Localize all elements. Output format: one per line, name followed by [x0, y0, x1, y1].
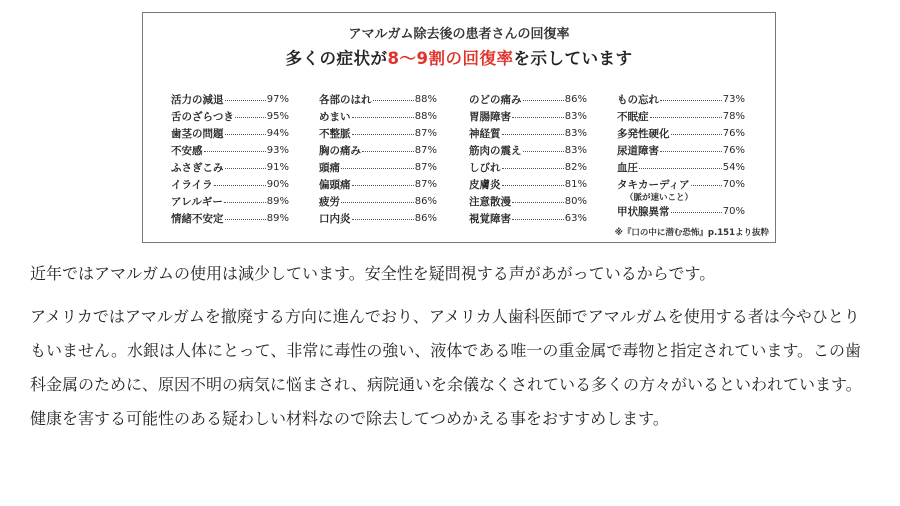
symptom-percent: 83%	[564, 145, 587, 156]
body-paragraph-2: アメリカではアマルガムを撤廃する方向に進んでおり、アメリカ人歯科医師でアマルガムを使用する者は今やひとりもいません。水銀は人体にとって、非常に毒性の強い、液体である唯一の重金属で毒物と指定されています。この歯科金属のために、原因不明の病気に悩まされ、病院通いを余儀なくされている多くの方々がいるといわれています。健康を害する可能性のある疑わしい材料なので除去してつめかえる事をおすすめします。	[30, 307, 862, 428]
symptom-name: 不眠症	[617, 111, 649, 123]
symptom-percent: 88%	[414, 111, 437, 122]
symptom-name: のどの痛み	[469, 94, 522, 106]
symptom-name: もの忘れ	[617, 94, 659, 106]
symptom-row	[171, 193, 289, 210]
symptom-row	[171, 159, 289, 176]
symptom-row	[319, 210, 437, 227]
headline-post: を示しています	[513, 49, 633, 68]
symptom-row	[469, 125, 587, 142]
symptom-name: 尿道障害	[617, 145, 659, 157]
symptom-name: ふさぎこみ	[171, 162, 224, 174]
symptom-name: 筋肉の震え	[469, 145, 522, 157]
symptom-name: 血圧	[617, 162, 638, 174]
symptom-percent: 94%	[266, 128, 289, 139]
symptom-percent: 86%	[414, 196, 437, 207]
symptom-row	[617, 91, 745, 108]
symptom-percent: 76%	[722, 145, 745, 156]
symptom-row	[469, 193, 587, 210]
symptom-percent: 73%	[722, 94, 745, 105]
symptom-name: 甲状腺異常	[617, 206, 670, 218]
symptom-percent: 76%	[722, 128, 745, 139]
symptom-name: 活力の減退	[171, 94, 224, 106]
symptom-name: アレルギー	[171, 196, 223, 208]
symptom-name: 胃腸障害	[469, 111, 511, 123]
symptom-name: しびれ	[469, 162, 501, 174]
symptom-name: めまい	[319, 111, 351, 123]
symptom-name: 偏頭痛	[319, 179, 351, 191]
tachycardia-note: （脈が速いこと）	[625, 192, 694, 203]
symptom-name: 注意散漫	[469, 196, 511, 208]
symptom-row	[171, 91, 289, 108]
symptom-row	[319, 176, 437, 193]
symptom-column-2	[319, 91, 437, 227]
symptom-name: タキカーディア	[617, 179, 690, 191]
symptom-column-3	[469, 91, 587, 227]
symptom-row	[617, 125, 745, 142]
symptom-name: 各部のはれ	[319, 94, 372, 106]
symptom-row	[319, 159, 437, 176]
symptom-percent: 89%	[266, 213, 289, 224]
symptom-row	[469, 176, 587, 193]
symptom-row	[617, 159, 745, 176]
symptom-row	[319, 142, 437, 159]
symptom-name: イライラ	[171, 179, 213, 191]
symptom-percent: 81%	[564, 179, 587, 190]
symptom-percent: 83%	[564, 128, 587, 139]
symptom-percent: 80%	[564, 196, 587, 207]
symptom-percent: 89%	[266, 196, 289, 207]
symptom-percent: 90%	[266, 179, 289, 190]
symptom-row	[171, 210, 289, 227]
symptom-row	[319, 193, 437, 210]
symptom-row	[319, 125, 437, 142]
symptom-percent: 87%	[414, 145, 437, 156]
symptom-percent: 63%	[564, 213, 587, 224]
symptom-name: 口内炎	[319, 213, 351, 225]
symptom-row	[469, 142, 587, 159]
symptom-name: 情緒不安定	[171, 213, 224, 225]
symptom-percent: 82%	[564, 162, 587, 173]
symptom-row	[171, 125, 289, 142]
symptom-percent: 93%	[266, 145, 289, 156]
headline-pre: 多くの症状が	[285, 49, 388, 68]
symptom-percent: 83%	[564, 111, 587, 122]
symptom-row	[171, 142, 289, 159]
body-paragraph-1: 近年ではアマルガムの使用は減少しています。安全性を疑問視する声があがっているからです。	[30, 264, 716, 283]
symptom-name: 舌のざらつき	[171, 111, 234, 123]
symptom-row	[617, 108, 745, 125]
symptom-row	[319, 91, 437, 108]
symptom-name: 神経質	[469, 128, 501, 140]
symptom-name: 視覚障害	[469, 213, 511, 225]
symptom-percent: 86%	[564, 94, 587, 105]
symptom-row	[171, 108, 289, 125]
symptom-percent: 87%	[414, 128, 437, 139]
symptom-row	[171, 176, 289, 193]
recovery-rate-figure	[142, 12, 776, 243]
symptom-percent: 87%	[414, 162, 437, 173]
symptom-row	[617, 203, 745, 220]
headline-highlight: 8〜9割の回復率	[387, 49, 514, 68]
symptom-percent: 86%	[414, 213, 437, 224]
symptom-row	[617, 142, 745, 159]
symptom-percent: 70%	[722, 206, 745, 217]
symptom-row	[319, 108, 437, 125]
symptom-percent: 54%	[722, 162, 745, 173]
symptom-percent: 87%	[414, 179, 437, 190]
symptom-name: 歯茎の問題	[171, 128, 224, 140]
symptom-name: 皮膚炎	[469, 179, 501, 191]
symptom-column-4	[617, 91, 745, 220]
symptom-name: 多発性硬化	[617, 128, 670, 140]
symptom-note-row	[617, 190, 745, 203]
symptom-percent: 95%	[266, 111, 289, 122]
symptom-percent: 78%	[722, 111, 745, 122]
symptom-name: 不整脈	[319, 128, 351, 140]
symptom-column-1	[171, 91, 289, 227]
symptom-row	[469, 159, 587, 176]
symptom-percent: 70%	[722, 179, 745, 190]
symptom-percent: 88%	[414, 94, 437, 105]
figure-title: アマルガム除去後の患者さんの回復率	[348, 27, 570, 42]
symptom-name: 胸の痛み	[319, 145, 361, 157]
symptom-row	[469, 210, 587, 227]
symptom-percent: 91%	[266, 162, 289, 173]
symptom-name: 不安感	[171, 145, 203, 157]
symptom-name: 疲労	[319, 196, 340, 208]
figure-source: ※『口の中に潜む恐怖』p.151より抜粋	[614, 228, 769, 238]
symptom-row	[469, 108, 587, 125]
symptom-row	[469, 91, 587, 108]
symptom-name: 頭痛	[319, 162, 340, 174]
figure-headline	[143, 45, 775, 69]
symptom-percent: 97%	[266, 94, 289, 105]
